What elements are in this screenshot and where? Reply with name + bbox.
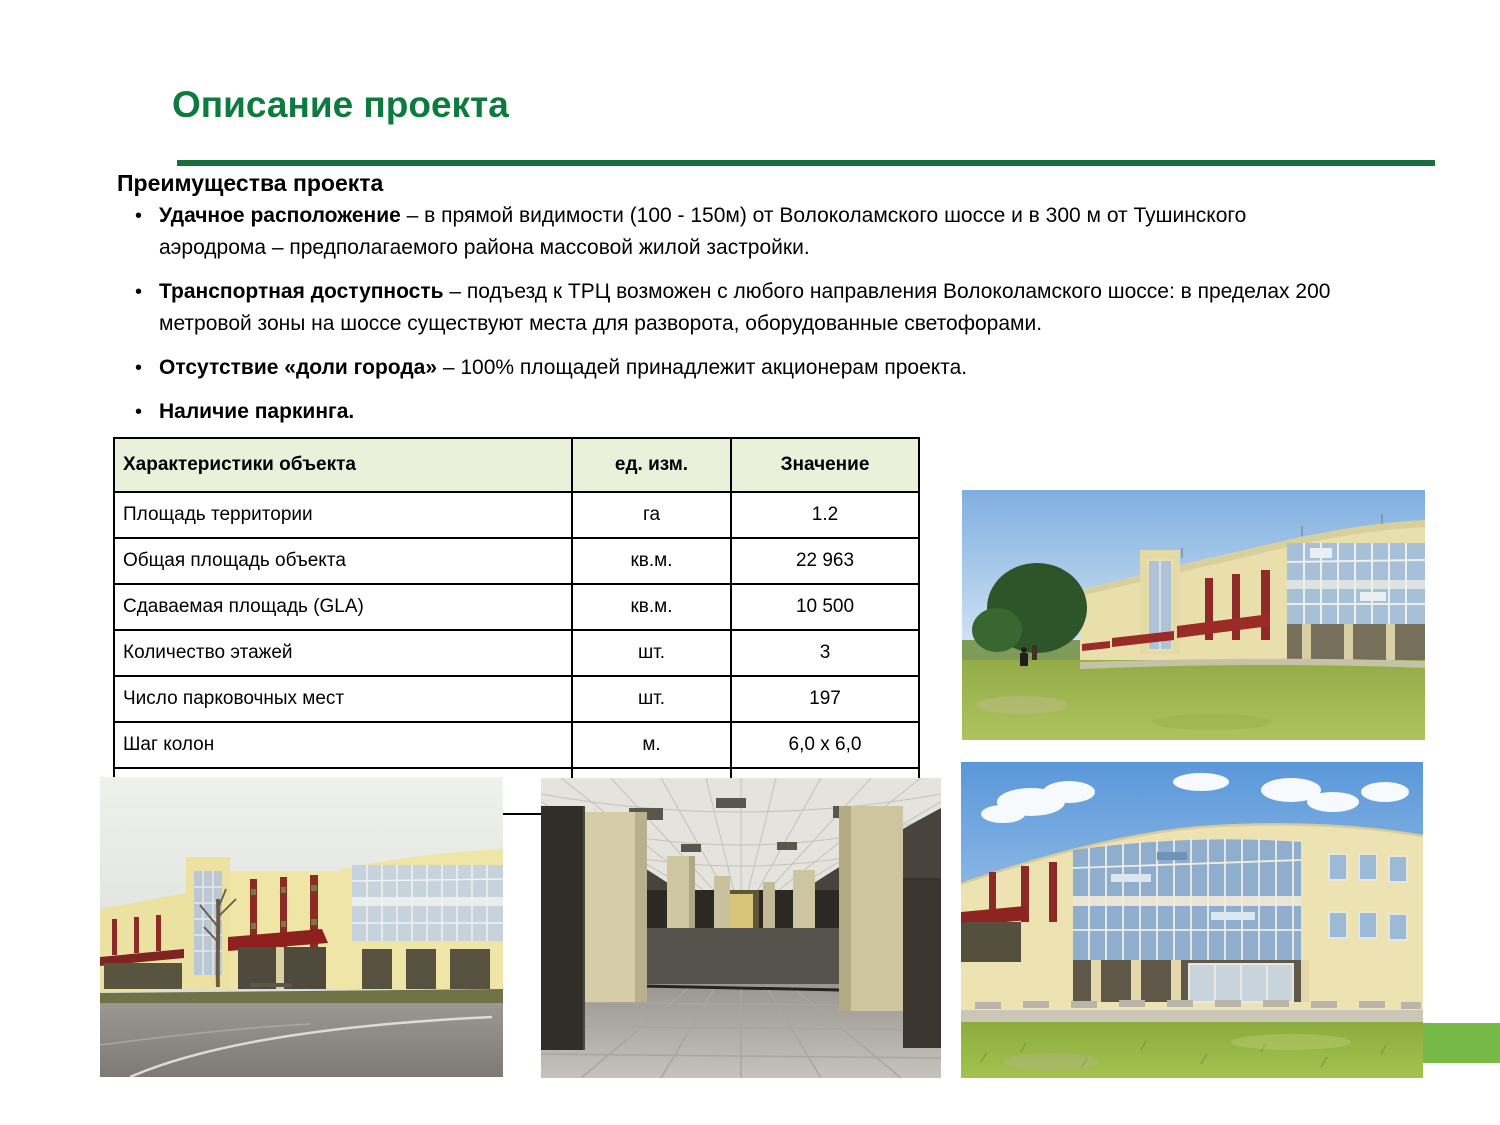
col-header-value: Значение <box>731 438 919 492</box>
photo-building-exterior-front-svg <box>961 762 1423 1078</box>
specs-table <box>113 437 920 815</box>
list-item <box>128 352 1358 384</box>
table-row <box>114 630 919 676</box>
table-header-row <box>114 438 919 492</box>
cell-value: 1.2 <box>731 492 919 538</box>
col-header-unit: ед. изм. <box>572 438 731 492</box>
photo-building-exterior-front <box>961 762 1423 1078</box>
cell-name: Сдаваемая площадь (GLA) <box>114 584 572 630</box>
bullet-text: – подъезд к ТРЦ возможен с любого направления Волоколамского шоссе: в пределах 200 метровой зоны на шоссе существуют места для разворота, оборудованные светофорами. <box>159 280 1331 335</box>
list-item <box>128 396 1358 428</box>
corner-accent-bar <box>1423 1023 1500 1063</box>
advantages-list <box>128 200 1358 440</box>
table-row <box>114 722 919 768</box>
bullet-lead: Удачное расположение <box>159 204 401 227</box>
bullet-text: – 100% площадей принадлежит акционерам проекта. <box>437 356 968 379</box>
table-row <box>114 492 919 538</box>
bullet-text: – в прямой видимости (100 - 150м) от Волоколамского шоссе и в 300 м от Тушинского аэродрома – предполагаемого района массовой жилой застройки. <box>159 204 1247 259</box>
page-title: Описание проекта <box>172 84 509 125</box>
photo-building-exterior-angled <box>962 490 1425 740</box>
col-header-name: Характеристики объекта <box>114 438 572 492</box>
photo-building-exterior-angled-svg <box>962 490 1425 740</box>
title-divider <box>177 160 1435 166</box>
photo-building-exterior-road-svg <box>100 777 503 1077</box>
cell-unit: кв.м. <box>572 584 731 630</box>
cell-value: 10 500 <box>731 584 919 630</box>
table-row <box>114 676 919 722</box>
bullet-lead: Отсутствие «доли города» <box>159 356 438 379</box>
advantages-heading: Преимущества проекта <box>117 170 384 196</box>
cell-name: Общая площадь объекта <box>114 538 572 584</box>
cell-value: 197 <box>731 676 919 722</box>
bullet-lead: Транспортная доступность <box>159 280 444 303</box>
cell-name: Площадь территории <box>114 492 572 538</box>
list-item <box>128 200 1358 264</box>
bullet-lead: Наличие паркинга. <box>159 400 355 423</box>
cell-unit: шт. <box>572 630 731 676</box>
cell-unit: м. <box>572 722 731 768</box>
cell-unit: га <box>572 492 731 538</box>
photo-building-exterior-road <box>100 777 503 1077</box>
list-item <box>128 276 1358 340</box>
photo-interior-hall-svg <box>541 778 941 1078</box>
cell-value: 22 963 <box>731 538 919 584</box>
cell-name: Количество этажей <box>114 630 572 676</box>
cell-value: 3 <box>731 630 919 676</box>
photo-interior-hall <box>541 778 941 1078</box>
cell-unit: кв.м. <box>572 538 731 584</box>
table-row <box>114 584 919 630</box>
cell-name: Шаг колон <box>114 722 572 768</box>
table-row <box>114 538 919 584</box>
cell-name: Число парковочных мест <box>114 676 572 722</box>
cell-value: 6,0 x 6,0 <box>731 722 919 768</box>
cell-unit: шт. <box>572 676 731 722</box>
